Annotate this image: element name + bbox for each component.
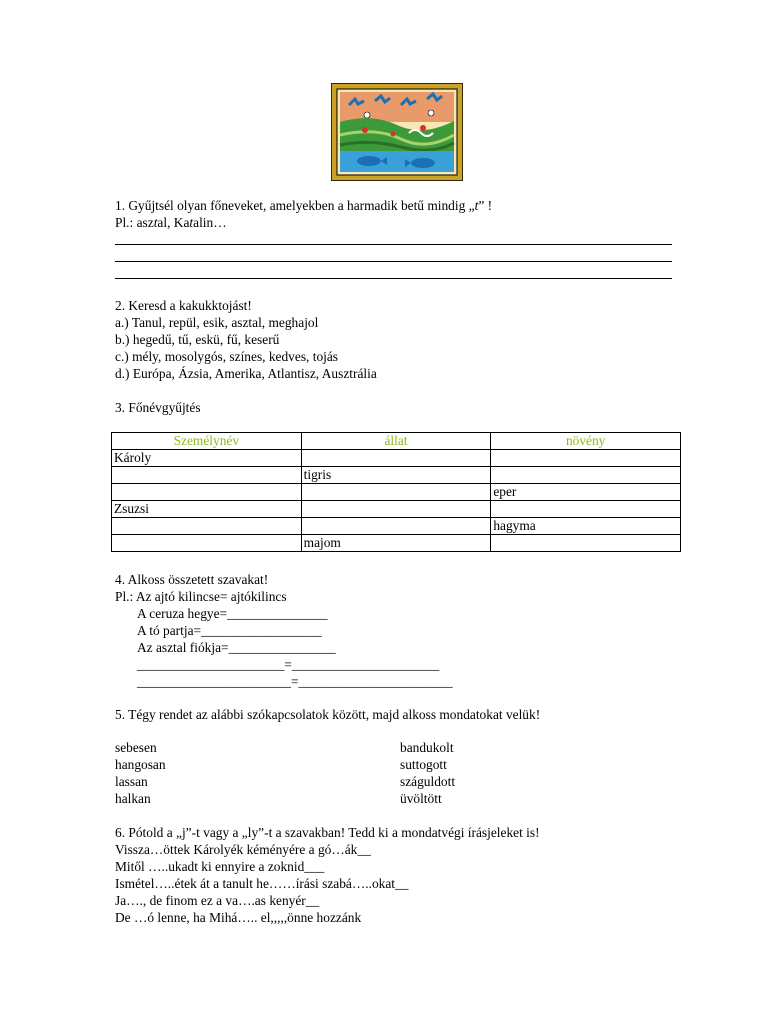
- q4-line[interactable]: A tó partja=__________________: [137, 623, 322, 638]
- table-header-row: [112, 433, 681, 450]
- table-cell[interactable]: Zsuzsi: [112, 501, 302, 518]
- q5-right-word: bandukolt: [400, 740, 454, 755]
- table-cell[interactable]: [491, 501, 681, 518]
- header-allat: állat: [301, 433, 491, 450]
- q4-example: Pl.: Az ajtó kilincse= ajtókilincs: [115, 589, 287, 604]
- answer-line[interactable]: [115, 244, 672, 245]
- q5-title: 5. Tégy rendet az alábbi szókapcsolatok között, majd alkoss mondatokat velük!: [115, 707, 541, 722]
- q2-item-c: c.) mély, mosolygós, színes, kedves, tojás: [115, 349, 339, 364]
- q6-sentence[interactable]: Ismétel…..étek át a tanult he……írási szabá…..okat__: [115, 876, 409, 891]
- table-cell[interactable]: [112, 518, 302, 535]
- q1-example: Pl.: asztal, Katalin…: [115, 215, 227, 230]
- q2-item-b: b.) hegedű, tű, eskü, fű, keserű: [115, 332, 280, 347]
- q6-sentence[interactable]: De …ó lenne, ha Mihá….. el,,,,,önne hozzánk: [115, 910, 362, 925]
- table-row: [112, 467, 681, 484]
- q4-line[interactable]: A ceruza hegye=_______________: [137, 606, 328, 621]
- q6-sentence[interactable]: Vissza…öttek Károlyék kéményére a gó…ák__: [115, 842, 371, 857]
- q5-right-word: üvöltött: [400, 791, 442, 806]
- landscape-illustration: [331, 83, 463, 181]
- q5-left-word: halkan: [115, 791, 151, 806]
- q6-sentence[interactable]: Mitől …..ukadt ki ennyire a zoknid___: [115, 859, 325, 874]
- noun-table: [111, 432, 681, 552]
- table-cell[interactable]: [112, 484, 302, 501]
- table-row: [112, 535, 681, 552]
- header-szemelynev: Személynév: [112, 433, 302, 450]
- q2-item-d: d.) Európa, Ázsia, Amerika, Atlantisz, Ausztrália: [115, 366, 377, 381]
- table-cell[interactable]: [301, 484, 491, 501]
- table-cell[interactable]: [491, 450, 681, 467]
- table-cell[interactable]: [112, 467, 302, 484]
- table-cell[interactable]: majom: [301, 535, 491, 552]
- table-row: [112, 484, 681, 501]
- q2-title: 2. Keresd a kakukktojást!: [115, 298, 252, 313]
- q6-title: 6. Pótold a „j”-t vagy a „ly”-t a szavakban! Tedd ki a mondatvégi írásjeleket is!: [115, 825, 540, 840]
- q5-left-word: hangosan: [115, 757, 166, 772]
- answer-line[interactable]: [115, 278, 672, 279]
- table-cell[interactable]: eper: [491, 484, 681, 501]
- table-cell[interactable]: [301, 518, 491, 535]
- table-row: [112, 501, 681, 518]
- q5-left-word: lassan: [115, 774, 148, 789]
- q4-line[interactable]: _______________________=_______________________: [137, 674, 453, 689]
- table-row: [112, 450, 681, 467]
- q1-title: 1. Gyűjtsél olyan főneveket, amelyekben a harmadik betű mindig „t” !: [115, 198, 493, 213]
- table-cell[interactable]: [301, 501, 491, 518]
- table-cell[interactable]: [301, 450, 491, 467]
- q5-left-word: sebesen: [115, 740, 157, 755]
- table-cell[interactable]: tigris: [301, 467, 491, 484]
- table-cell[interactable]: Károly: [112, 450, 302, 467]
- table-cell[interactable]: [491, 467, 681, 484]
- q6-sentence[interactable]: Ja…., de finom ez a va….as kenyér__: [115, 893, 320, 908]
- table-cell[interactable]: [491, 535, 681, 552]
- table-row: [112, 518, 681, 535]
- q4-line[interactable]: Az asztal fiókja=________________: [137, 640, 336, 655]
- q5-right-word: száguldott: [400, 774, 456, 789]
- q4-line[interactable]: ______________________=______________________: [137, 657, 440, 672]
- q5-right-word: suttogott: [400, 757, 447, 772]
- header-noveny: növény: [491, 433, 681, 450]
- q3-title: 3. Főnévgyűjtés: [115, 400, 201, 415]
- table-cell[interactable]: hagyma: [491, 518, 681, 535]
- table-cell[interactable]: [112, 535, 302, 552]
- answer-line[interactable]: [115, 261, 672, 262]
- q2-item-a: a.) Tanul, repül, esik, asztal, meghajol: [115, 315, 319, 330]
- q4-title: 4. Alkoss összetett szavakat!: [115, 572, 269, 587]
